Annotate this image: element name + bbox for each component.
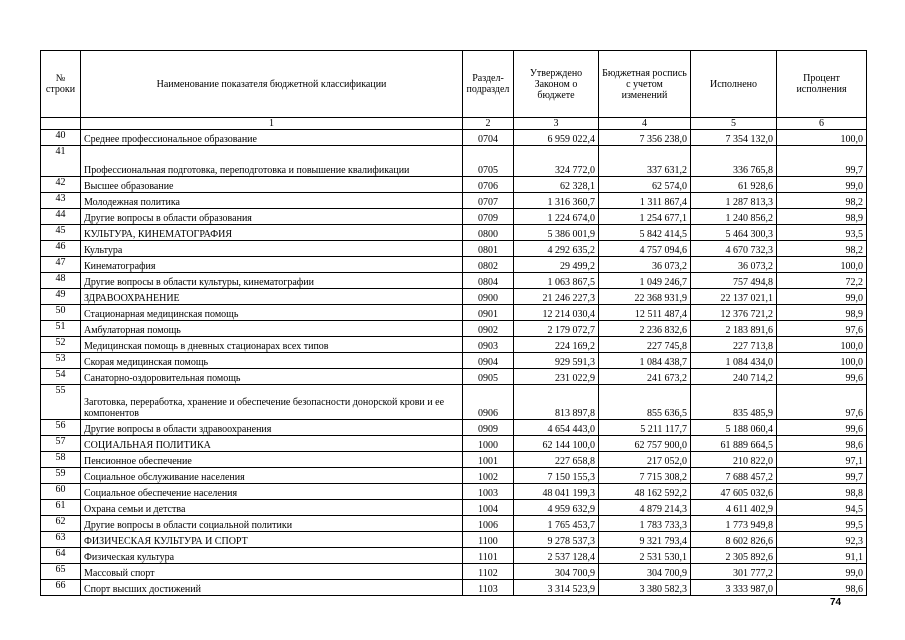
- approved-value-cell: 929 591,3: [514, 353, 599, 369]
- section-code-cell: 0705: [463, 146, 514, 177]
- column-number: 4: [599, 118, 691, 130]
- approved-value-cell: 5 386 001,9: [514, 225, 599, 241]
- indicator-name-cell: Пенсионное обеспечение: [81, 452, 463, 468]
- indicator-name-cell: Медицинская помощь в дневных стационарах всех типов: [81, 337, 463, 353]
- indicator-name-cell: Заготовка, переработка, хранение и обеспечение безопасности донорской крови и ее компонентов: [81, 385, 463, 420]
- executed-value-cell: 2 183 891,6: [691, 321, 777, 337]
- column-number: 2: [463, 118, 514, 130]
- approved-value-cell: 21 246 227,3: [514, 289, 599, 305]
- budget-list-value-cell: 4 879 214,3: [599, 500, 691, 516]
- row-number-cell: 49: [41, 289, 81, 305]
- table-row: [41, 564, 867, 580]
- column-number: 1: [81, 118, 463, 130]
- approved-value-cell: 3 314 523,9: [514, 580, 599, 596]
- approved-value-cell: 4 654 443,0: [514, 420, 599, 436]
- column-number: 6: [777, 118, 867, 130]
- page-number: 74: [830, 597, 842, 608]
- row-number-cell: 47: [41, 257, 81, 273]
- column-number: 5: [691, 118, 777, 130]
- table-row: [41, 484, 867, 500]
- row-number-cell: 54: [41, 369, 81, 385]
- section-code-cell: 1103: [463, 580, 514, 596]
- indicator-name-cell: Молодежная политика: [81, 193, 463, 209]
- table-row: [41, 452, 867, 468]
- table-row: [41, 548, 867, 564]
- section-code-cell: 0706: [463, 177, 514, 193]
- executed-value-cell: 7 354 132,0: [691, 130, 777, 146]
- indicator-name-cell: ФИЗИЧЕСКАЯ КУЛЬТУРА И СПОРТ: [81, 532, 463, 548]
- percent-value-cell: 99,7: [777, 146, 867, 177]
- header-name: Наименование показателя бюджетной классификации: [81, 51, 463, 118]
- executed-value-cell: 336 765,8: [691, 146, 777, 177]
- approved-value-cell: 1 224 674,0: [514, 209, 599, 225]
- column-number: 3: [514, 118, 599, 130]
- row-number-cell: 45: [41, 225, 81, 241]
- executed-value-cell: 12 376 721,2: [691, 305, 777, 321]
- table-row: [41, 468, 867, 484]
- percent-value-cell: 99,6: [777, 420, 867, 436]
- executed-value-cell: 5 188 060,4: [691, 420, 777, 436]
- approved-value-cell: 227 658,8: [514, 452, 599, 468]
- indicator-name-cell: Амбулаторная помощь: [81, 321, 463, 337]
- header-budget-list: Бюджетная роспись с учетом изменений: [599, 51, 691, 118]
- section-code-cell: 0900: [463, 289, 514, 305]
- executed-value-cell: 36 073,2: [691, 257, 777, 273]
- percent-value-cell: 93,5: [777, 225, 867, 241]
- approved-value-cell: 231 022,9: [514, 369, 599, 385]
- executed-value-cell: 5 464 300,3: [691, 225, 777, 241]
- row-number-cell: 66: [41, 580, 81, 596]
- executed-value-cell: 835 485,9: [691, 385, 777, 420]
- section-code-cell: 0906: [463, 385, 514, 420]
- approved-value-cell: 1 316 360,7: [514, 193, 599, 209]
- indicator-name-cell: Высшее образование: [81, 177, 463, 193]
- budget-list-value-cell: 217 052,0: [599, 452, 691, 468]
- percent-value-cell: 99,7: [777, 468, 867, 484]
- budget-list-value-cell: 9 321 793,4: [599, 532, 691, 548]
- budget-list-value-cell: 62 757 900,0: [599, 436, 691, 452]
- table-row: [41, 532, 867, 548]
- approved-value-cell: 1 063 867,5: [514, 273, 599, 289]
- budget-list-value-cell: 241 673,2: [599, 369, 691, 385]
- indicator-name-cell: Культура: [81, 241, 463, 257]
- budget-list-value-cell: 7 715 308,2: [599, 468, 691, 484]
- approved-value-cell: 224 169,2: [514, 337, 599, 353]
- table-body: [41, 130, 867, 596]
- row-number-cell: 44: [41, 209, 81, 225]
- percent-value-cell: 100,0: [777, 337, 867, 353]
- indicator-name-cell: Спорт высших достижений: [81, 580, 463, 596]
- approved-value-cell: 48 041 199,3: [514, 484, 599, 500]
- budget-list-value-cell: 48 162 592,2: [599, 484, 691, 500]
- approved-value-cell: 2 179 072,7: [514, 321, 599, 337]
- table-row: [41, 241, 867, 257]
- row-number-cell: 51: [41, 321, 81, 337]
- executed-value-cell: 61 889 664,5: [691, 436, 777, 452]
- percent-value-cell: 97,6: [777, 321, 867, 337]
- column-number: [41, 118, 81, 130]
- table-row: [41, 273, 867, 289]
- indicator-name-cell: Физическая культура: [81, 548, 463, 564]
- percent-value-cell: 99,0: [777, 289, 867, 305]
- section-code-cell: 1001: [463, 452, 514, 468]
- indicator-name-cell: Среднее профессиональное образование: [81, 130, 463, 146]
- budget-list-value-cell: 2 236 832,6: [599, 321, 691, 337]
- table-row: [41, 436, 867, 452]
- section-code-cell: 0909: [463, 420, 514, 436]
- section-code-cell: 1100: [463, 532, 514, 548]
- indicator-name-cell: СОЦИАЛЬНАЯ ПОЛИТИКА: [81, 436, 463, 452]
- section-code-cell: 0905: [463, 369, 514, 385]
- budget-list-value-cell: 855 636,5: [599, 385, 691, 420]
- budget-list-value-cell: 2 531 530,1: [599, 548, 691, 564]
- row-number-cell: 65: [41, 564, 81, 580]
- indicator-name-cell: Социальное обеспечение населения: [81, 484, 463, 500]
- executed-value-cell: 3 333 987,0: [691, 580, 777, 596]
- section-code-cell: 0904: [463, 353, 514, 369]
- percent-value-cell: 94,5: [777, 500, 867, 516]
- executed-value-cell: 22 137 021,1: [691, 289, 777, 305]
- percent-value-cell: 72,2: [777, 273, 867, 289]
- section-code-cell: 1004: [463, 500, 514, 516]
- section-code-cell: 0901: [463, 305, 514, 321]
- budget-list-value-cell: 5 211 117,7: [599, 420, 691, 436]
- percent-value-cell: 98,6: [777, 436, 867, 452]
- section-code-cell: 0903: [463, 337, 514, 353]
- row-number-cell: 59: [41, 468, 81, 484]
- header-approved: Утверждено Законом о бюджете: [514, 51, 599, 118]
- indicator-name-cell: Другие вопросы в области культуры, кинематографии: [81, 273, 463, 289]
- table-header-row: [41, 51, 867, 118]
- approved-value-cell: 6 959 022,4: [514, 130, 599, 146]
- indicator-name-cell: Кинематография: [81, 257, 463, 273]
- approved-value-cell: 4 959 632,9: [514, 500, 599, 516]
- table-row: [41, 369, 867, 385]
- percent-value-cell: 99,0: [777, 177, 867, 193]
- header-executed: Исполнено: [691, 51, 777, 118]
- percent-value-cell: 99,0: [777, 564, 867, 580]
- budget-list-value-cell: 1 254 677,1: [599, 209, 691, 225]
- table-row: [41, 193, 867, 209]
- budget-list-value-cell: 3 380 582,3: [599, 580, 691, 596]
- indicator-name-cell: Охрана семьи и детства: [81, 500, 463, 516]
- percent-value-cell: 97,1: [777, 452, 867, 468]
- approved-value-cell: 12 214 030,4: [514, 305, 599, 321]
- percent-value-cell: 100,0: [777, 130, 867, 146]
- approved-value-cell: 304 700,9: [514, 564, 599, 580]
- section-code-cell: 0804: [463, 273, 514, 289]
- section-code-cell: 1006: [463, 516, 514, 532]
- row-number-cell: 61: [41, 500, 81, 516]
- row-number-cell: 40: [41, 130, 81, 146]
- table-row: [41, 177, 867, 193]
- row-number-cell: 57: [41, 436, 81, 452]
- row-number-cell: 63: [41, 532, 81, 548]
- executed-value-cell: 4 670 732,3: [691, 241, 777, 257]
- percent-value-cell: 99,6: [777, 369, 867, 385]
- section-code-cell: 1102: [463, 564, 514, 580]
- percent-value-cell: 92,3: [777, 532, 867, 548]
- section-code-cell: 0707: [463, 193, 514, 209]
- row-number-cell: 62: [41, 516, 81, 532]
- table-row: [41, 289, 867, 305]
- table-row: [41, 385, 867, 420]
- approved-value-cell: 324 772,0: [514, 146, 599, 177]
- executed-value-cell: 1 084 434,0: [691, 353, 777, 369]
- section-code-cell: 0800: [463, 225, 514, 241]
- row-number-cell: 58: [41, 452, 81, 468]
- budget-execution-table: [40, 50, 867, 596]
- row-number-cell: 52: [41, 337, 81, 353]
- percent-value-cell: 98,9: [777, 209, 867, 225]
- section-code-cell: 1101: [463, 548, 514, 564]
- row-number-cell: 43: [41, 193, 81, 209]
- table-row: [41, 337, 867, 353]
- section-code-cell: 0801: [463, 241, 514, 257]
- indicator-name-cell: Скорая медицинская помощь: [81, 353, 463, 369]
- executed-value-cell: 61 928,6: [691, 177, 777, 193]
- indicator-name-cell: Другие вопросы в области социальной политики: [81, 516, 463, 532]
- percent-value-cell: 98,8: [777, 484, 867, 500]
- table-row: [41, 225, 867, 241]
- section-code-cell: 0902: [463, 321, 514, 337]
- approved-value-cell: 62 328,1: [514, 177, 599, 193]
- section-code-cell: 0802: [463, 257, 514, 273]
- percent-value-cell: 91,1: [777, 548, 867, 564]
- row-number-cell: 53: [41, 353, 81, 369]
- budget-list-value-cell: 12 511 487,4: [599, 305, 691, 321]
- table-row: [41, 321, 867, 337]
- indicator-name-cell: Санаторно-оздоровительная помощь: [81, 369, 463, 385]
- table-row: [41, 500, 867, 516]
- budget-list-value-cell: 337 631,2: [599, 146, 691, 177]
- percent-value-cell: 98,2: [777, 193, 867, 209]
- approved-value-cell: 7 150 155,3: [514, 468, 599, 484]
- executed-value-cell: 1 240 856,2: [691, 209, 777, 225]
- row-number-cell: 41: [41, 146, 81, 177]
- header-section: Раздел-подраздел: [463, 51, 514, 118]
- table-row: [41, 146, 867, 177]
- indicator-name-cell: Другие вопросы в области здравоохранения: [81, 420, 463, 436]
- section-code-cell: 0704: [463, 130, 514, 146]
- table-row: [41, 580, 867, 596]
- executed-value-cell: 301 777,2: [691, 564, 777, 580]
- budget-list-value-cell: 1 783 733,3: [599, 516, 691, 532]
- column-number-row: [41, 118, 867, 130]
- table-row: [41, 257, 867, 273]
- executed-value-cell: 8 602 826,6: [691, 532, 777, 548]
- budget-list-value-cell: 1 311 867,4: [599, 193, 691, 209]
- percent-value-cell: 99,5: [777, 516, 867, 532]
- row-number-cell: 46: [41, 241, 81, 257]
- indicator-name-cell: Профессиональная подготовка, переподготовка и повышение квалификации: [81, 146, 463, 177]
- approved-value-cell: 29 499,2: [514, 257, 599, 273]
- approved-value-cell: 1 765 453,7: [514, 516, 599, 532]
- budget-list-value-cell: 1 049 246,7: [599, 273, 691, 289]
- table-row: [41, 516, 867, 532]
- budget-list-value-cell: 22 368 931,9: [599, 289, 691, 305]
- row-number-cell: 60: [41, 484, 81, 500]
- percent-value-cell: 97,6: [777, 385, 867, 420]
- percent-value-cell: 98,6: [777, 580, 867, 596]
- approved-value-cell: 9 278 537,3: [514, 532, 599, 548]
- row-number-cell: 50: [41, 305, 81, 321]
- table-row: [41, 209, 867, 225]
- percent-value-cell: 100,0: [777, 353, 867, 369]
- section-code-cell: 1003: [463, 484, 514, 500]
- percent-value-cell: 98,2: [777, 241, 867, 257]
- executed-value-cell: 757 494,8: [691, 273, 777, 289]
- indicator-name-cell: Массовый спорт: [81, 564, 463, 580]
- indicator-name-cell: ЗДРАВООХРАНЕНИЕ: [81, 289, 463, 305]
- section-code-cell: 0709: [463, 209, 514, 225]
- section-code-cell: 1000: [463, 436, 514, 452]
- table-row: [41, 305, 867, 321]
- budget-list-value-cell: 227 745,8: [599, 337, 691, 353]
- executed-value-cell: 1 287 813,3: [691, 193, 777, 209]
- approved-value-cell: 813 897,8: [514, 385, 599, 420]
- approved-value-cell: 4 292 635,2: [514, 241, 599, 257]
- approved-value-cell: 2 537 128,4: [514, 548, 599, 564]
- budget-list-value-cell: 4 757 094,6: [599, 241, 691, 257]
- executed-value-cell: 210 822,0: [691, 452, 777, 468]
- percent-value-cell: 98,9: [777, 305, 867, 321]
- budget-list-value-cell: 7 356 238,0: [599, 130, 691, 146]
- table-row: [41, 420, 867, 436]
- percent-value-cell: 100,0: [777, 257, 867, 273]
- approved-value-cell: 62 144 100,0: [514, 436, 599, 452]
- row-number-cell: 55: [41, 385, 81, 420]
- executed-value-cell: 1 773 949,8: [691, 516, 777, 532]
- executed-value-cell: 240 714,2: [691, 369, 777, 385]
- executed-value-cell: 7 688 457,2: [691, 468, 777, 484]
- section-code-cell: 1002: [463, 468, 514, 484]
- budget-list-value-cell: 62 574,0: [599, 177, 691, 193]
- executed-value-cell: 2 305 892,6: [691, 548, 777, 564]
- row-number-cell: 42: [41, 177, 81, 193]
- executed-value-cell: 227 713,8: [691, 337, 777, 353]
- budget-list-value-cell: 304 700,9: [599, 564, 691, 580]
- executed-value-cell: 47 605 032,6: [691, 484, 777, 500]
- table-row: [41, 130, 867, 146]
- indicator-name-cell: Другие вопросы в области образования: [81, 209, 463, 225]
- indicator-name-cell: КУЛЬТУРА, КИНЕМАТОГРАФИЯ: [81, 225, 463, 241]
- indicator-name-cell: Социальное обслуживание населения: [81, 468, 463, 484]
- budget-list-value-cell: 1 084 438,7: [599, 353, 691, 369]
- budget-list-value-cell: 36 073,2: [599, 257, 691, 273]
- row-number-cell: 64: [41, 548, 81, 564]
- indicator-name-cell: Стационарная медицинская помощь: [81, 305, 463, 321]
- header-percent: Процент исполнения: [777, 51, 867, 118]
- header-row-no: № строки: [41, 51, 81, 118]
- row-number-cell: 48: [41, 273, 81, 289]
- row-number-cell: 56: [41, 420, 81, 436]
- table-row: [41, 353, 867, 369]
- executed-value-cell: 4 611 402,9: [691, 500, 777, 516]
- budget-list-value-cell: 5 842 414,5: [599, 225, 691, 241]
